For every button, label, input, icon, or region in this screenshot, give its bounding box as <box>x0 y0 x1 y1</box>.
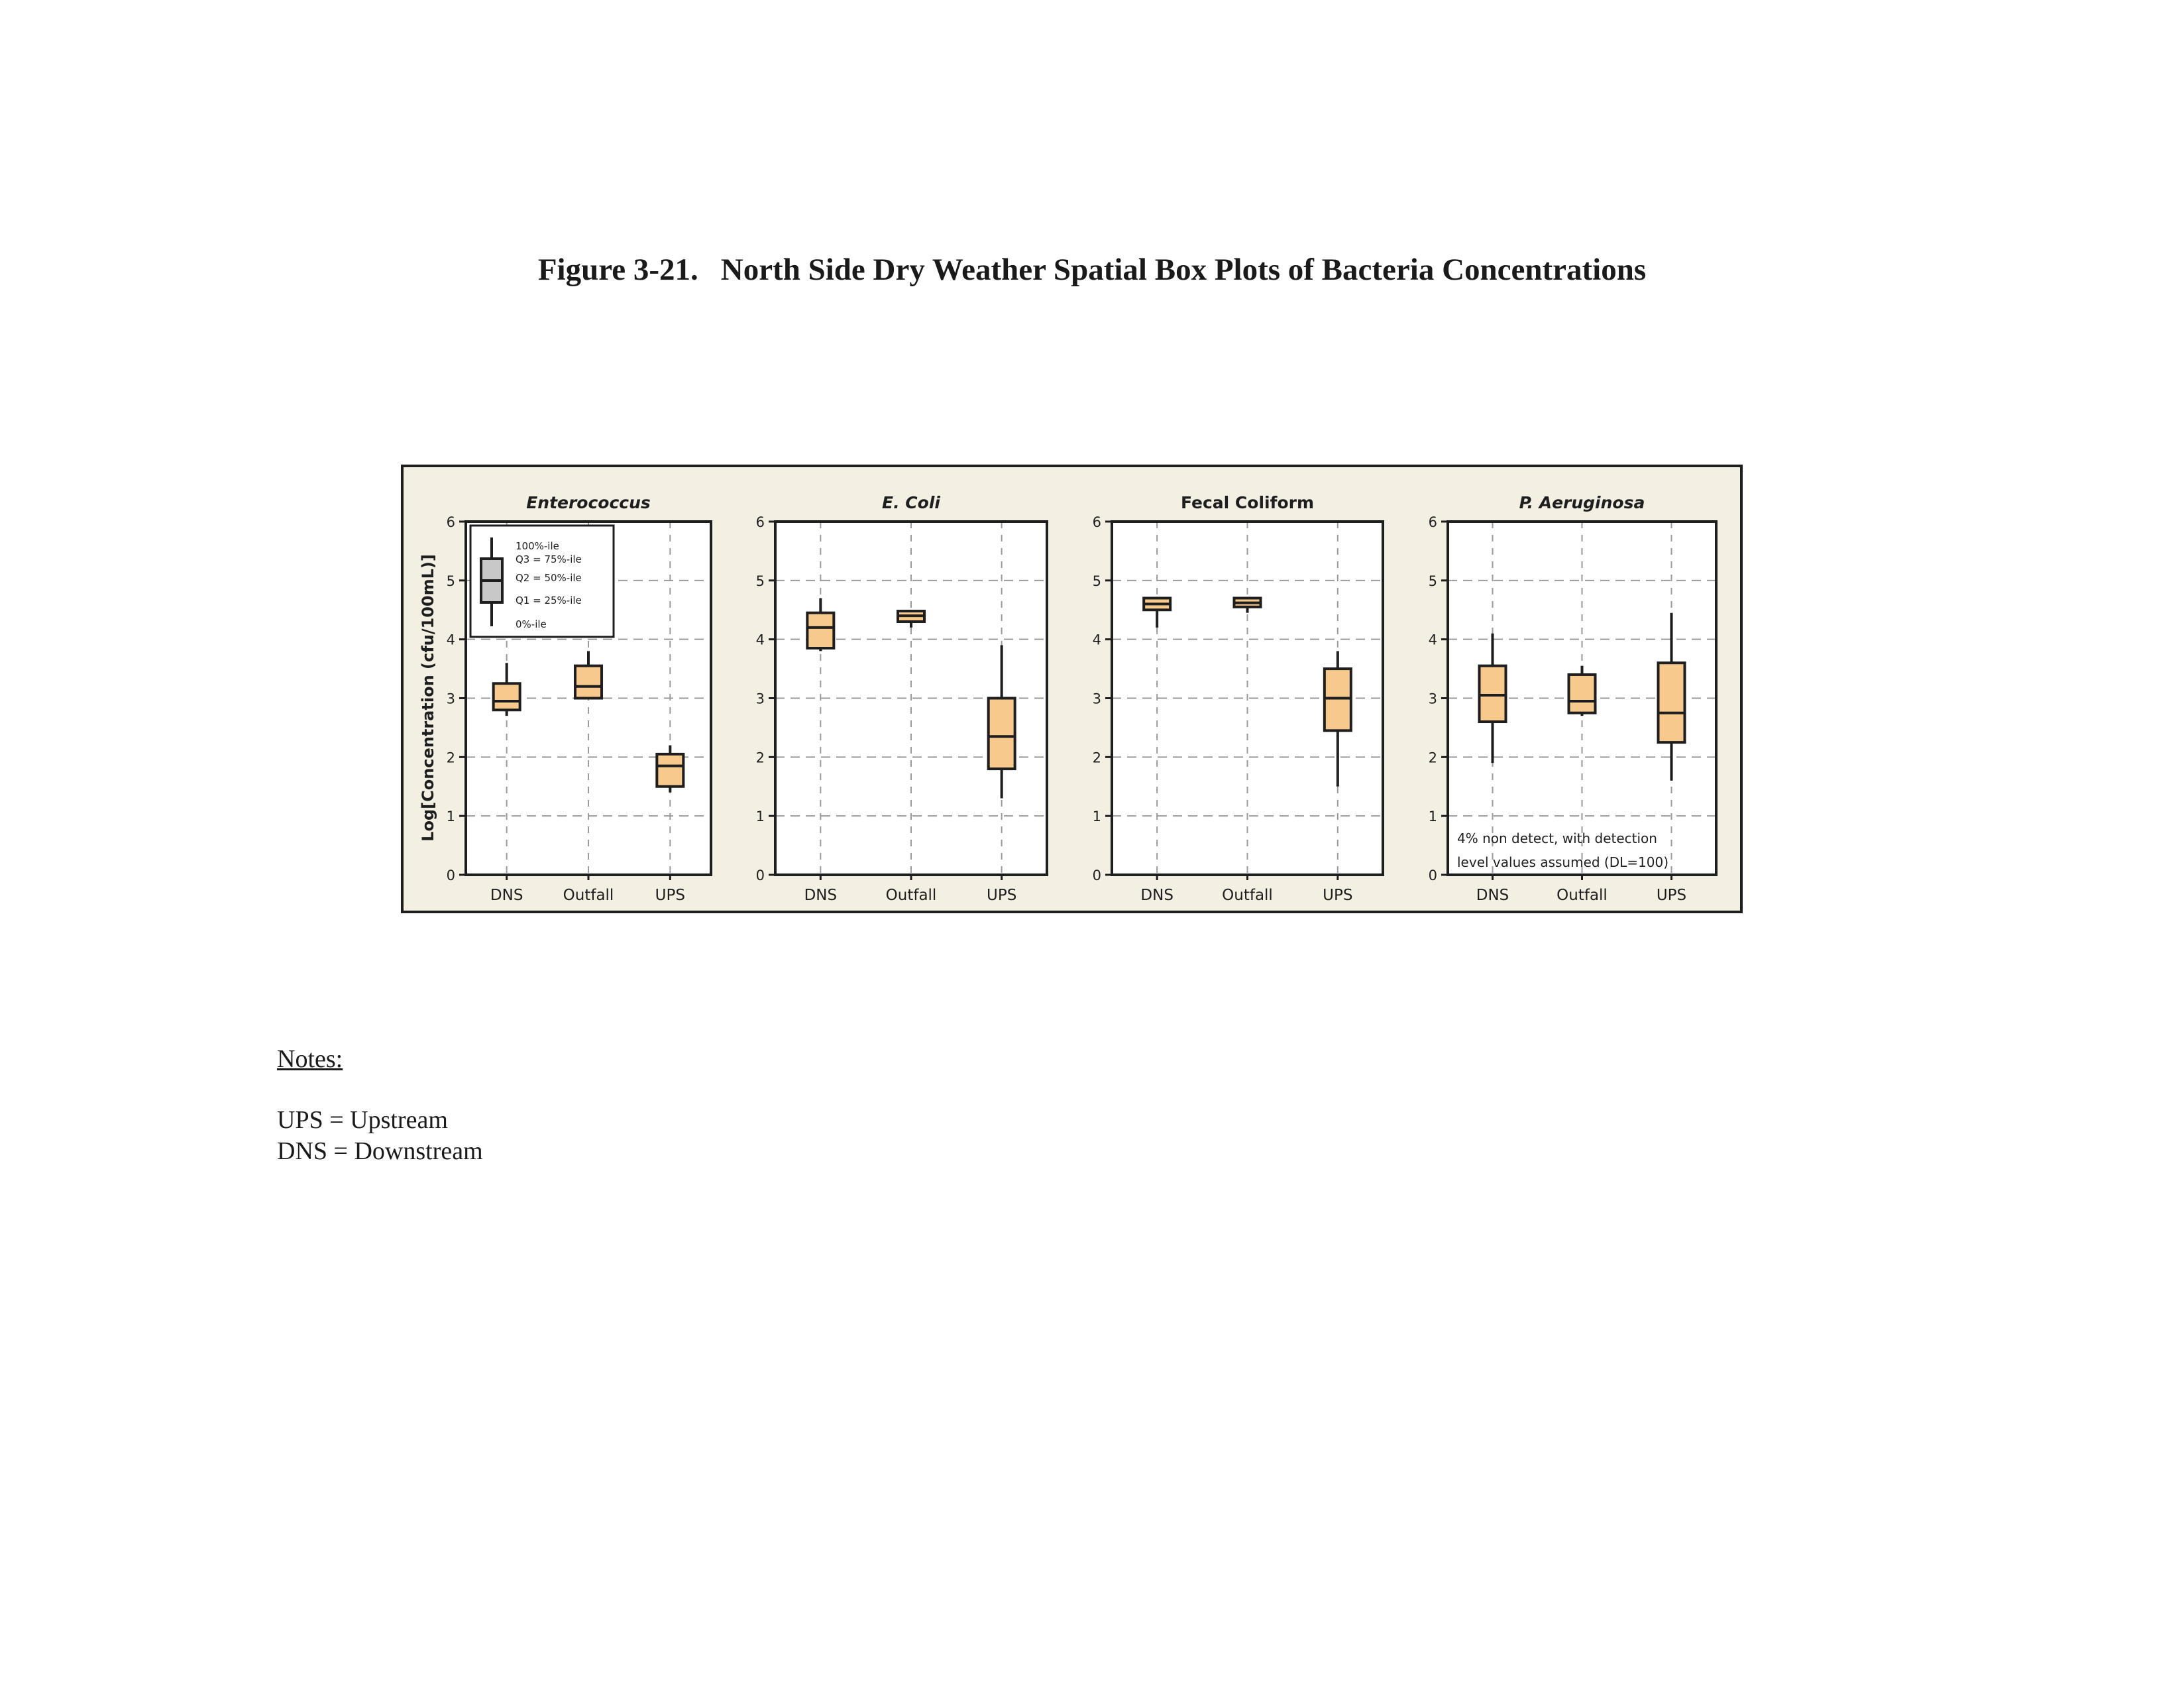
y-tick-label: 6 <box>446 514 455 530</box>
x-tick-label: Outfall <box>1556 887 1608 904</box>
box-dns <box>494 683 520 710</box>
y-tick-label: 1 <box>446 809 455 825</box>
x-tick-label: UPS <box>655 887 685 904</box>
panel-title: E. Coli <box>882 493 940 512</box>
y-tick-label: 0 <box>1092 868 1101 883</box>
y-tick-label: 6 <box>1428 514 1437 530</box>
note-line-downstream: DNS = Downstream <box>277 1137 483 1165</box>
box-dns <box>1480 666 1506 722</box>
y-tick-label: 2 <box>446 750 455 766</box>
x-tick-label: Outfall <box>1222 887 1273 904</box>
y-tick-label: 5 <box>755 573 765 589</box>
panel-title: P. Aeruginosa <box>1519 493 1645 512</box>
legend-label: Q1 = 25%-ile <box>516 594 582 606</box>
box-outfall <box>1569 675 1596 713</box>
y-tick-label: 4 <box>446 632 455 648</box>
y-tick-label: 3 <box>1092 691 1101 707</box>
box-ups <box>989 699 1015 769</box>
legend-label: Q2 = 50%-ile <box>516 572 582 584</box>
y-tick-label: 6 <box>1092 514 1101 530</box>
legend-label: 100%-ile <box>516 540 559 552</box>
y-tick-label: 0 <box>1428 868 1437 883</box>
x-tick-label: DNS <box>1476 887 1509 904</box>
figure-title-text: North Side Dry Weather Spatial Box Plots of Bacteria Concentrations <box>720 253 1647 287</box>
panel-title: Fecal Coliform <box>1180 493 1315 512</box>
y-tick-label: 1 <box>755 809 765 825</box>
y-tick-label: 1 <box>1092 809 1101 825</box>
y-tick-label: 0 <box>446 868 455 883</box>
box-ups <box>657 754 683 787</box>
y-tick-label: 5 <box>1428 573 1437 589</box>
y-tick-label: 2 <box>755 750 765 766</box>
legend-label: Q3 = 75%-ile <box>516 553 582 565</box>
y-tick-label: 3 <box>755 691 765 707</box>
box-outfall <box>575 666 602 699</box>
annotation-line: level values assumed (DL=100) <box>1457 854 1669 870</box>
box-ups <box>1325 669 1351 730</box>
y-tick-label: 6 <box>755 514 765 530</box>
x-tick-label: DNS <box>490 887 523 904</box>
x-tick-label: DNS <box>1140 887 1174 904</box>
x-tick-label: Outfall <box>563 887 614 904</box>
y-tick-label: 3 <box>1428 691 1437 707</box>
y-tick-label: 5 <box>1092 573 1101 589</box>
x-tick-label: UPS <box>1323 887 1353 904</box>
y-tick-label: 4 <box>1092 632 1101 648</box>
y-axis-title: Log[Concentration (cfu/100mL)] <box>419 554 437 842</box>
x-tick-label: UPS <box>1656 887 1687 904</box>
legend-label: 0%-ile <box>516 618 547 630</box>
y-tick-label: 1 <box>1428 809 1437 825</box>
y-tick-label: 0 <box>755 868 765 883</box>
annotation-line: 4% non detect, with detection <box>1457 830 1657 846</box>
y-tick-label: 5 <box>446 573 455 589</box>
box-dns <box>807 613 834 648</box>
y-tick-label: 2 <box>1428 750 1437 766</box>
x-tick-label: Outfall <box>885 887 937 904</box>
figure-number: Figure 3-21. <box>537 253 698 287</box>
notes-section <box>277 1044 483 1167</box>
y-tick-label: 2 <box>1092 750 1101 766</box>
x-tick-label: UPS <box>987 887 1017 904</box>
y-tick-label: 4 <box>1428 632 1437 648</box>
box-ups <box>1659 663 1685 742</box>
note-line-upstream: UPS = Upstream <box>277 1106 448 1134</box>
y-tick-label: 3 <box>446 691 455 707</box>
x-tick-label: DNS <box>804 887 838 904</box>
panel-title: Enterococcus <box>526 493 651 512</box>
y-tick-label: 4 <box>755 632 765 648</box>
notes-heading: Notes: <box>277 1045 343 1073</box>
